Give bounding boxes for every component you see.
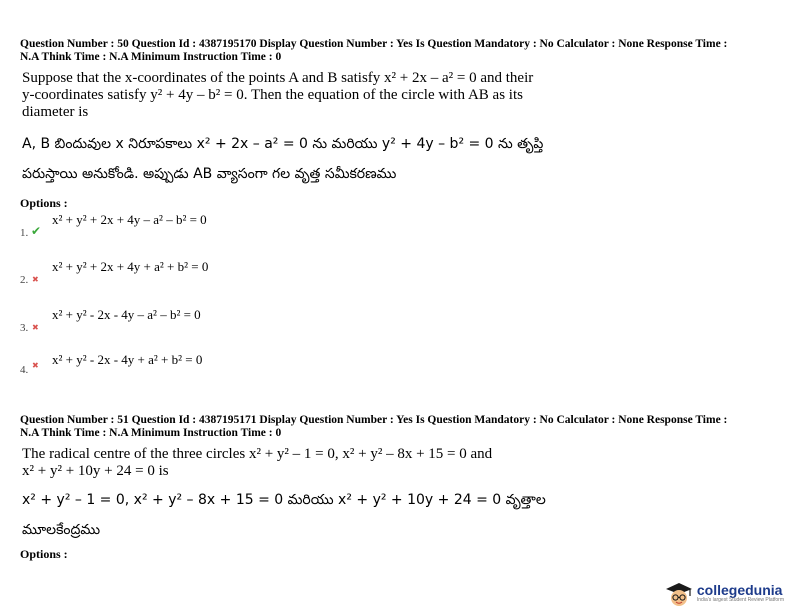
option-number: 3. — [20, 322, 29, 334]
option-2[interactable] — [20, 257, 320, 287]
option-text: x² + y² - 2x - 4y – a² – b² = 0 — [52, 307, 201, 322]
question-51-telugu-line-2: మూలకేంద్రము — [22, 522, 101, 538]
collegedunia-logo — [663, 578, 784, 608]
option-number: 2. — [20, 274, 29, 286]
option-number: 4. — [20, 364, 29, 376]
question-text-line: diameter is — [22, 104, 89, 120]
question-50-meta — [20, 38, 770, 64]
option-number: 1. — [20, 227, 29, 239]
correct-check-icon: ✔ — [31, 224, 42, 238]
question-meta-line: N.A Think Time : N.A Minimum Instruction Time : 0 — [20, 427, 282, 439]
question-51-meta — [20, 414, 770, 440]
option-3[interactable] — [20, 305, 320, 335]
option-4[interactable] — [20, 350, 320, 380]
option-text: x² + y² + 2x + 4y – a² – b² = 0 — [52, 212, 207, 227]
wrong-cross-icon: ✖ — [32, 323, 39, 332]
question-meta-line: Question Number : 50 Question Id : 4387195170 Display Question Number : Yes Is Question Mandatory : No Calculator : None Response Time : — [20, 38, 728, 50]
option-text: x² + y² - 2x - 4y + a² + b² = 0 — [52, 352, 203, 367]
option-text: x² + y² + 2x + 4y + a² + b² = 0 — [52, 259, 209, 274]
option-1[interactable] — [20, 210, 320, 240]
question-text-line: The radical centre of the three circles x² + y² – 1 = 0, x² + y² – 8x + 15 = 0 and — [22, 446, 493, 462]
question-text-line: x² + y² + 10y + 24 = 0 is — [22, 463, 169, 479]
options-label: Options : — [20, 547, 68, 561]
question-meta-line: Question Number : 51 Question Id : 4387195171 Display Question Number : Yes Is Question Mandatory : No Calculator : None Response Time : — [20, 414, 728, 426]
question-50-telugu-line-2: పరుస్తాయి అనుకోండి. అప్పుడు AB వ్యాసంగా గల వృత్త సమీకరణము — [22, 166, 397, 182]
wrong-cross-icon: ✖ — [32, 275, 39, 284]
question-50-telugu-line-1: A, B బిందువుల x నిరూపకాలు x² + 2x – a² = 0 ను మరియు y² + 4y – b² = 0 ను తృప్తి — [22, 136, 544, 152]
mascot-icon — [663, 578, 695, 608]
logo-tagline: India's largest Student Review Platform — [696, 597, 784, 603]
options-label: Options : — [20, 196, 68, 210]
question-text-line: Suppose that the x-coordinates of the points A and B satisfy x² + 2x – a² = 0 and their — [22, 70, 534, 86]
wrong-cross-icon: ✖ — [32, 361, 39, 370]
logo-wordmark: collegedunia — [696, 582, 783, 598]
question-meta-line: N.A Think Time : N.A Minimum Instruction Time : 0 — [20, 51, 282, 63]
question-50-text — [22, 70, 562, 121]
question-51-telugu-line-1: x² + y² – 1 = 0, x² + y² – 8x + 15 = 0 మరియు x² + y² + 10y + 24 = 0 వృత్తాల — [22, 492, 546, 508]
question-51-text — [22, 446, 562, 480]
question-text-line: y-coordinates satisfy y² + 4y – b² = 0. Then the equation of the circle with AB as its — [22, 87, 523, 103]
